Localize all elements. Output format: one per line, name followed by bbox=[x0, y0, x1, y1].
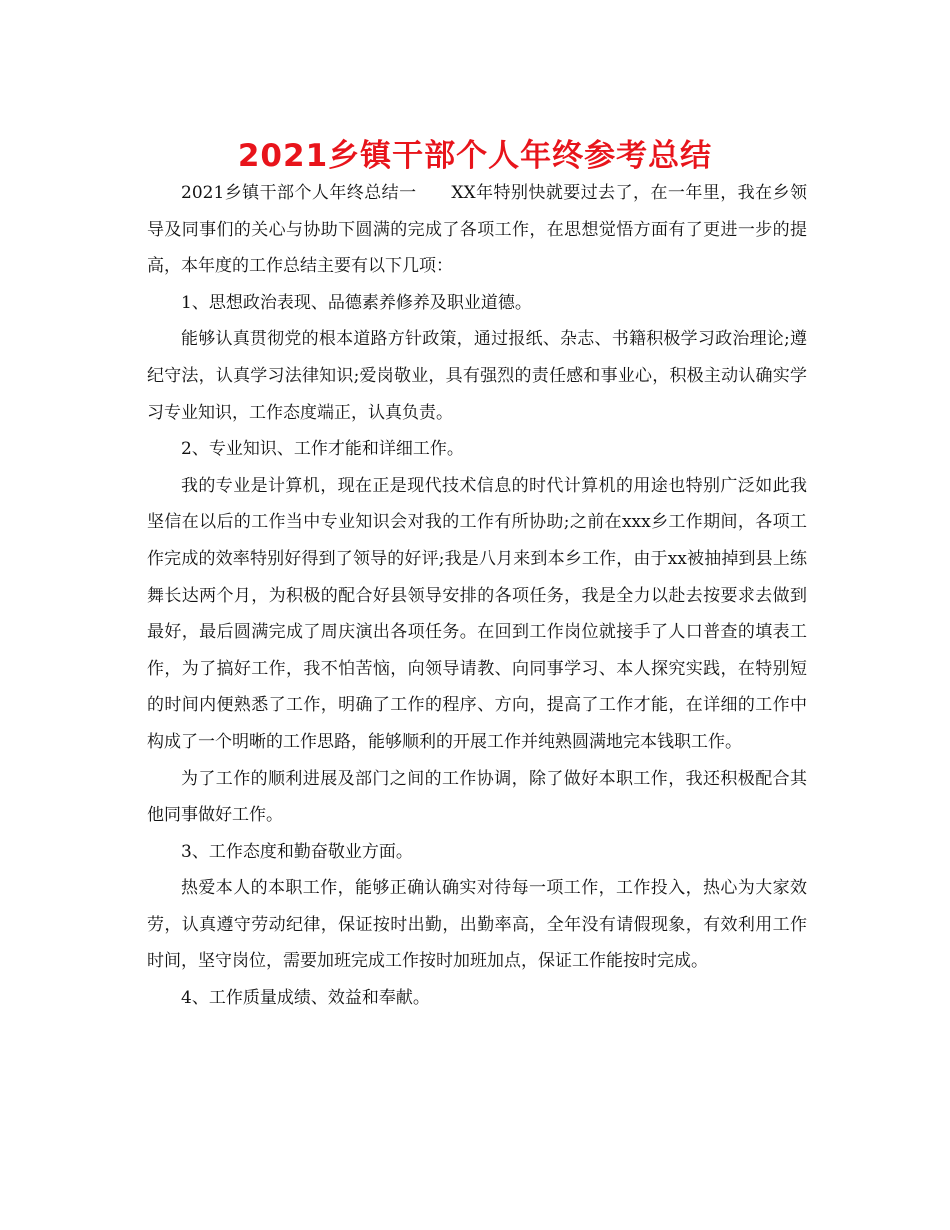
section-heading-1: 1、思想政治表现、品德素养修养及职业道德。 bbox=[181, 292, 532, 313]
paragraph-cooperation: 为了工作的顺利进展及部门之间的工作协调，除了做好本职工作，我还积极配合其他同事做好工作。 bbox=[147, 768, 807, 826]
paragraph-attitude: 热爱本人的本职工作，能够正确认确实对待每一项工作，工作投入，热心为大家效劳，认真遵守劳动纪律，保证按时出勤，出勤率高，全年没有请假现象，有效利用工作时间，坚守岗位，需要加班完成工作按时加班加点，保证工作能按时完成。 bbox=[147, 878, 807, 972]
paragraph-intro: 2021乡镇干部个人年终总结一 XX年特别快就要过去了，在一年里，我在乡领导及同事们的关心与协助下圆满的完成了各项工作，在思想觉悟方面有了更进一步的提高，本年度的工作总结主要有以下几项： bbox=[147, 183, 807, 277]
document-title: 2021乡镇干部个人年终参考总结 bbox=[237, 138, 713, 174]
paragraph-professional: 我的专业是计算机，现在正是现代技术信息的时代计算机的用途也特别广泛如此我坚信在以后的工作当中专业知识会对我的工作有所协助;之前在xxx乡工作期间，各项工作完成的效率特别好得到了领导的好评;我是八月来到本乡工作，由于xx被抽掉到县上练舞长达两个月，为积极的配合好县领导安排的各项任务，我是全力以赴去按要求去做到最好，最后圆满完成了周庆演出各项任务。在回到工作岗位就接手了人口普查的填表工作，为了搞好工作，我不怕苦恼，向领导请教、向同事学习、本人探究实践，在特别短的时间内便熟悉了工作，明确了工作的程序、方向，提高了工作才能，在详细的工作中构成了一个明晰的工作思路，能够顺利的开展工作并纯熟圆满地完本钱职工作。 bbox=[147, 475, 807, 752]
section-heading-2: 2、专业知识、工作才能和详细工作。 bbox=[181, 439, 464, 460]
section-heading-4: 4、工作质量成绩、效益和奉献。 bbox=[181, 988, 430, 1009]
section-heading-3: 3、工作态度和勤奋敬业方面。 bbox=[181, 841, 413, 862]
document-body bbox=[147, 175, 807, 1017]
paragraph-political: 能够认真贯彻党的根本道路方针政策，通过报纸、杂志、书籍积极学习政治理论;遵纪守法，认真学习法律知识;爱岗敬业，具有强烈的责任感和事业心，积极主动认确实学习专业知识，工作态度端正，认真负责。 bbox=[147, 329, 807, 423]
